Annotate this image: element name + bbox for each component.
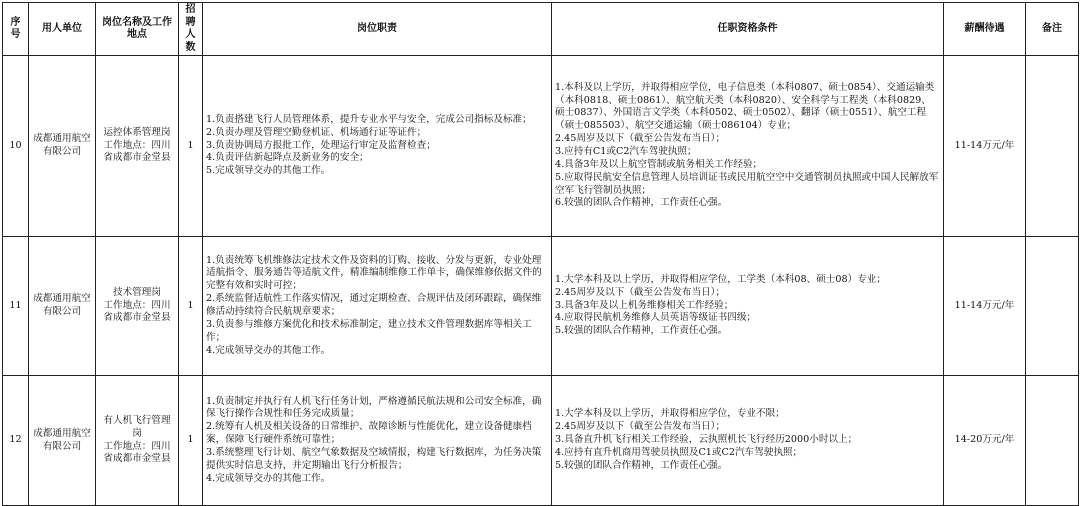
duty-item: 1.负责制定并执行有人机飞行任务计划，严格遵循民航法规和公司安全标准，确保飞行操作合规性和任务完成质量； (206, 395, 542, 420)
requirement-item: 5.应取得民航安全信息管理人员培训证书或民用航空空中交通管制员执照或中国人民解放军空军飞行管制员执照； (555, 171, 939, 196)
row-employer: 成都通用航空有限公司 (29, 237, 96, 376)
requirement-item: 5.较强的团队合作精神，工作责任心强。 (555, 459, 728, 471)
row-no: 11 (3, 237, 29, 376)
header-remarks: 备注 (1026, 3, 1079, 56)
header-position: 岗位名称及工作地点 (96, 3, 179, 56)
requirement-item: 5.较强的团队合作精神，工作责任心强。 (555, 325, 728, 337)
duty-item: 4.完成领导交办的其他工作。 (206, 344, 331, 356)
recruitment-table (2, 2, 1079, 506)
duty-item: 3.负责参与维修方案优化和技术标准制定，建立技术文件管理数据库等相关工作； (206, 318, 532, 343)
requirement-item: 1.大学本科及以上学历，并取得相应学位，专业不限； (555, 408, 785, 420)
duty-item: 3.负责协调局方报批工作，处理运行审定及监督检查； (206, 139, 436, 151)
row-requirements (552, 56, 944, 237)
row-quota: 1 (179, 56, 203, 237)
requirement-item: 1.大学本科及以上学历，并取得相应学位，工学类（本科08、硕士08）专业； (555, 273, 886, 285)
row-remarks (1026, 56, 1079, 237)
requirement-item: 3.应持有C1或C2汽车驾驶执照； (555, 146, 697, 157)
row-salary: 11-14万元/年 (944, 237, 1026, 376)
duty-item: 2.负责办理及管理空勤登机证、机场通行证等证件； (206, 126, 427, 138)
row-salary: 11-14万元/年 (944, 56, 1026, 237)
duty-item: 2.系统监督适航性工作落实情况，通过定期检查、合规评估及闭环跟踪，确保维修活动持续符合民航规章要求； (206, 293, 542, 317)
row-position: 技术管理岗 (113, 286, 161, 298)
requirement-item: 6.较强的团队合作精神，工作责任心强。 (555, 197, 728, 209)
requirement-item: 2.45周岁及以下（截至公告发布当日）； (555, 133, 726, 145)
row-no: 12 (3, 376, 29, 506)
header-requirements: 任职资格条件 (552, 3, 944, 56)
duty-item: 2.统筹有人机及相关设备的日常维护、故障诊断与性能优化，建立设备健康档案，保障飞行硬件系统可靠性； (206, 421, 532, 446)
row-quota: 1 (179, 376, 203, 506)
table-row (3, 237, 1079, 376)
row-position-cell (96, 376, 179, 506)
row-location: 工作地点：四川省成都市金堂县 (103, 299, 171, 324)
row-position: 有人机飞行管理岗 (103, 414, 171, 439)
table-row (3, 376, 1079, 506)
duty-item: 1.负责统筹飞机维修法定技术文件及资料的订购、接收、分发与更新，专业处理适航指令、服务通告等适航文件，精准编制维修工作单卡，确保维修依据文件的完整有效和实时可控； (206, 254, 542, 292)
row-remarks (1026, 376, 1079, 506)
row-duties (203, 237, 552, 376)
table-row (3, 56, 1079, 237)
header-quota: 招聘人数 (179, 3, 203, 56)
row-position-cell (96, 56, 179, 237)
duty-item: 5.完成领导交办的其他工作。 (206, 165, 331, 177)
row-requirements (552, 376, 944, 506)
header-no: 序号 (3, 3, 29, 56)
requirement-item: 4.具备3年及以上航空管制或航务相关工作经验； (555, 158, 763, 170)
header-employer: 用人单位 (29, 3, 96, 56)
duty-item: 3.系统整理飞行计划、航空气象数据及空域情报，构建飞行数据库，为任务决策提供实时信息支持，并定期输出飞行分析报告； (206, 446, 542, 471)
duty-item: 4.完成领导交办的其他工作。 (206, 472, 331, 484)
header-row (3, 3, 1079, 56)
row-position-cell (96, 237, 179, 376)
row-employer: 成都通用航空有限公司 (29, 56, 96, 237)
requirement-item: 3.具备直升机飞行相关工作经验，云执照机长飞行经历2000小时以上； (555, 434, 858, 446)
duty-item: 4.负责评估新起降点及新业务的安全； (206, 152, 369, 164)
row-employer: 成都通用航空有限公司 (29, 376, 96, 506)
row-location: 工作地点：四川省成都市金堂县 (103, 139, 171, 164)
row-salary: 14-20万元/年 (944, 376, 1026, 506)
row-quota: 1 (179, 237, 203, 376)
requirement-item: 4.应取得民航机务维修人员英语等级证书四级； (555, 312, 757, 324)
requirement-item: 3.具备3年及以上机务维修相关工作经验； (555, 299, 734, 311)
requirement-item: 2.45周岁及以下（截至公告发布当日）； (555, 421, 726, 433)
requirement-item: 4.应持有直升机商用驾驶员执照及C1或C2汽车驾驶执照； (555, 446, 803, 458)
requirement-item: 2.45周岁及以下（截至公告发布当日）； (555, 286, 726, 298)
row-duties (203, 56, 552, 237)
header-salary: 薪酬待遇 (944, 3, 1026, 56)
requirement-item: 1.本科及以上学历，并取得相应学位，电子信息类（本科0807、硕士0854）、交通运输类（本科0818、硕士0861）、航空航天类（本科0820）、安全科学与工程类（本科0829、硕士0837）、外国语言文学类（本科0502、硕士0502）、翻译（硕士0551）、航空工程（硕士085503）、航空交通运输（硕士086104）专业； (555, 81, 935, 132)
duty-item: 1.负责搭建飞行人员管理体系，提升专业水平与安全，完成公司指标及标准； (206, 113, 532, 125)
row-remarks (1026, 237, 1079, 376)
row-requirements (552, 237, 944, 376)
row-duties (203, 376, 552, 506)
row-no: 10 (3, 56, 29, 237)
row-location: 工作地点：四川省成都市金堂县 (103, 440, 171, 465)
header-duties: 岗位职责 (203, 3, 552, 56)
row-position: 运控体系管理岗 (103, 126, 171, 138)
